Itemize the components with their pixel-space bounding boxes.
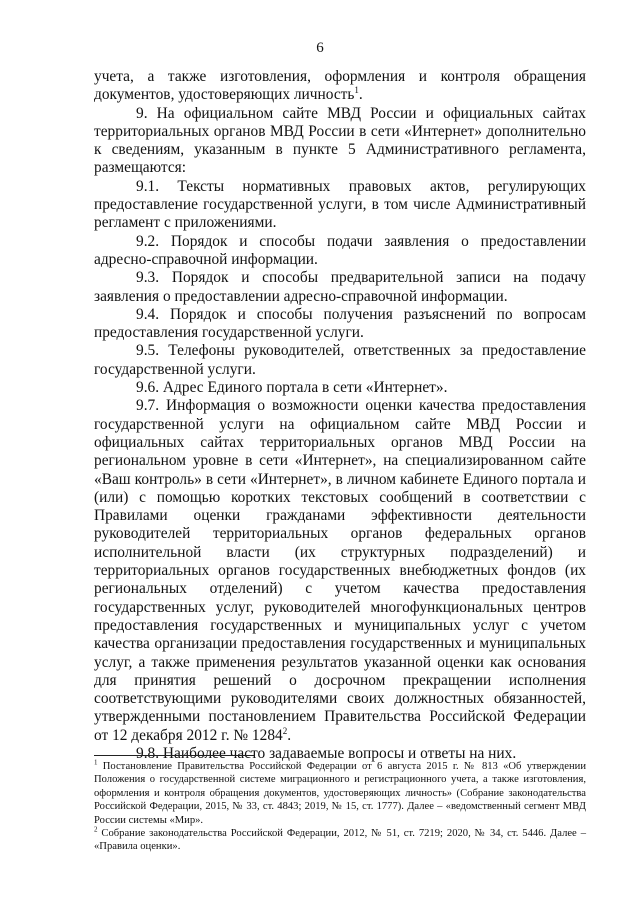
- paragraph-9-4: 9.4. Порядок и способы получения разъяснений по вопросам предоставления государственной услуги.: [94, 305, 586, 342]
- document-body: [94, 68, 586, 763]
- paragraph-9-3: 9.3. Порядок и способы предварительной записи на подачу заявления о предоставлении адресно-справочной информации.: [94, 269, 586, 305]
- page-number: 6: [316, 40, 324, 56]
- paragraph-9-8: 9.8. Наиболее часто задаваемые вопросы и ответы на них.: [136, 744, 517, 762]
- paragraph-9-2: 9.2. Порядок и способы подачи заявления о предоставлении адресно-справочной информации.: [94, 232, 586, 268]
- paragraph-9-5: 9.5. Телефоны руководителей, ответственных за предоставление государственной услуги.: [94, 342, 586, 378]
- paragraph-continuation: учета, а также изготовления, оформления и контроля обращения документов, удостоверяющих личность$^1$.: [94, 68, 586, 104]
- paragraph-9-6: 9.6. Адрес Единого портала в сети «Интернет».: [136, 379, 448, 397]
- footnote-mark-1: 1: [94, 758, 98, 767]
- footnote-1: $^1$ Постановление Правительства Российской Федерации от 6 августа 2015 г. № 813 «Об утверждении Положения о государственной системе миграционного и регистрационного учета, а также изготовления, оформления и контроля обращения документов, удостоверяющих личность» (Собрание законодательства Российской Федерации, 2015, № 33, ст. 4843; 2019, № 15, ст. 1777). Далее – «ведомственный сегмент МВД России системы «Мир».: [94, 758, 586, 826]
- footnote-ref-1: 1: [354, 85, 359, 96]
- footnotes: [94, 760, 586, 854]
- footnote-mark-2: 2: [94, 825, 98, 834]
- footnote-ref-2: 2: [282, 725, 288, 736]
- paragraph-9-7: 9.7. Информация о возможности оценки качества предоставления государственной услуги на официальном сайте МВД России и официальных сайтах территориальных органов МВД России на региональном уровне в сети «Интернет», на специализированном сайте «Ваш контроль» в сети «Интернет», в личном кабинете Единого портала и (или) с помощью коротких текстовых сообщений в соответствии с Правилами оценки гражданами эффективности деятельности руководителей территориальных органов федеральных органов исполнительной власти (их структурных подразделений) и территориальных органов государственных внебюджетных фондов (их региональных отделений) с учетом качества предоставления государственных услуг, руководителей многофункциональных центров предоставления государственных и муниципальных услуг с учетом качества организации предоставления государственных и муниципальных услуг, а также применения результатов указанной оценки как основания для принятия решений о досрочном прекращении исполнения соответствующими руководителями своих должностных обязанностей, утвержденными постановлением Правительства Российской Федерации от 12 декабря 2012 г. № 1284$^2$.: [94, 397, 586, 744]
- footnote-divider: [94, 755, 254, 756]
- paragraph-9-1: 9.1. Тексты нормативных правовых актов, регулирующих предоставление государственной услуги, в том числе Административный регламент с приложениями.: [94, 177, 586, 232]
- footnote-2: $^2$ Собрание законодательства Российской Федерации, 2012, № 51, ст. 7219; 2020, № 34, ст. 5446. Далее – «Правила оценки».: [94, 825, 586, 853]
- paragraph-9: 9. На официальном сайте МВД России и официальных сайтах территориальных органов МВД России в сети «Интернет» дополнительно к сведениям, указанным в пункте 5 Административного регламента, размещаются:: [94, 104, 586, 177]
